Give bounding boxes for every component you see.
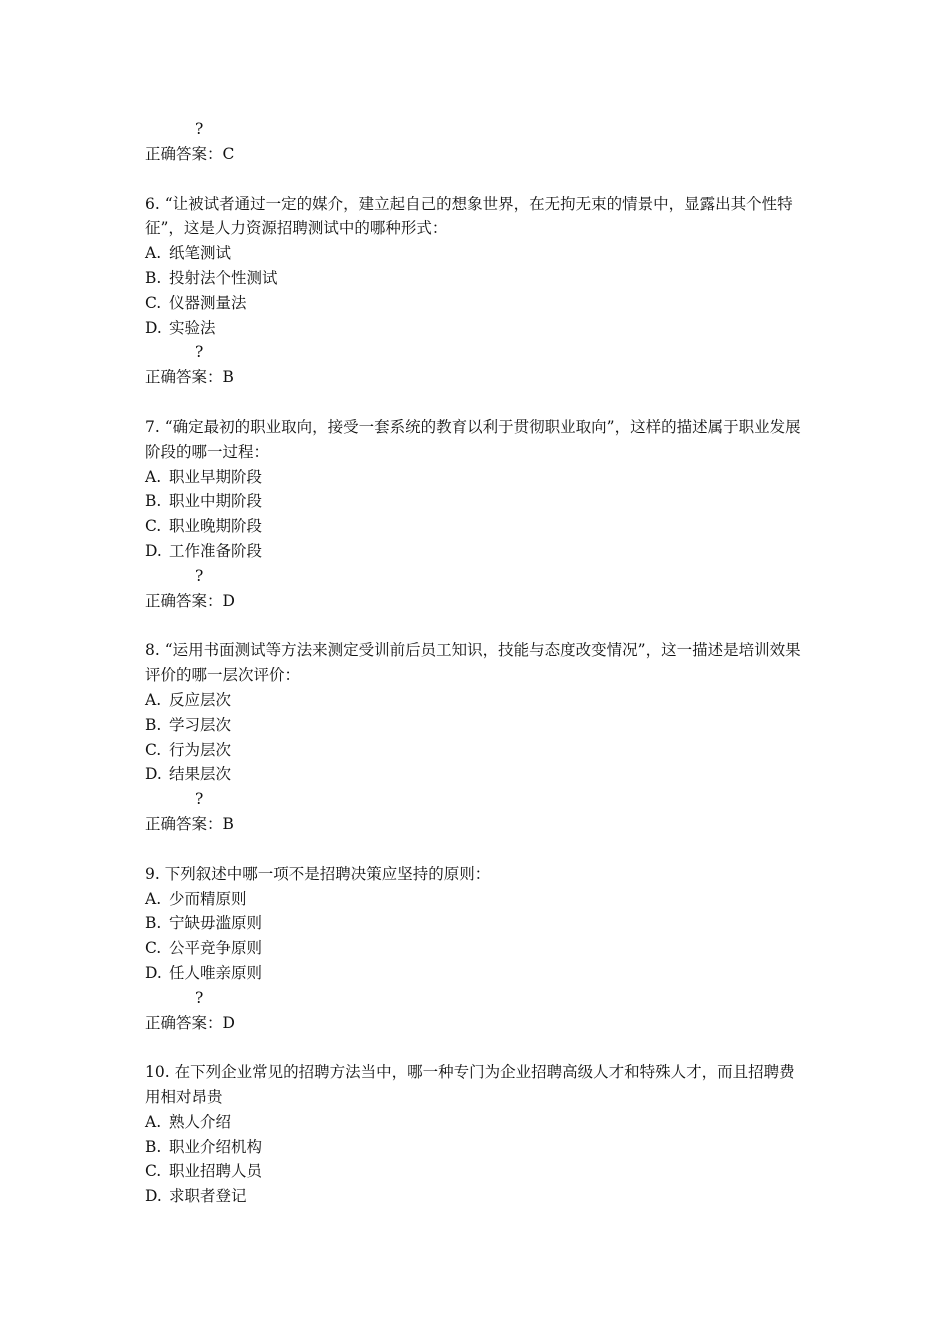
question-mark: ? <box>195 120 204 138</box>
spacer <box>145 1035 815 1060</box>
option-text: 熟人介绍 <box>169 1112 232 1131</box>
option-letter: C. <box>145 740 162 759</box>
option-text: 工作准备阶段 <box>169 541 263 560</box>
question-mark: ? <box>195 988 204 1007</box>
option-b <box>145 1135 815 1160</box>
option-text: 纸笔测试 <box>169 244 232 263</box>
option-letter: B. <box>145 914 162 933</box>
option-d <box>145 762 815 787</box>
correct-answer: 正确答案：D <box>145 591 235 610</box>
correct-answer: 正确答案：D <box>145 1013 235 1032</box>
option-a <box>145 465 815 490</box>
option-text: 职业介绍机构 <box>169 1137 263 1156</box>
option-b <box>145 713 815 738</box>
option-letter: B. <box>145 1137 162 1156</box>
document-page <box>145 117 815 1209</box>
option-text: 结果层次 <box>169 765 232 784</box>
option-letter: D. <box>145 1187 162 1206</box>
correct-answer: 正确答案：B <box>145 814 234 833</box>
option-c <box>145 1159 815 1184</box>
option-letter: B. <box>145 492 162 511</box>
option-letter: D. <box>145 541 162 560</box>
option-text: 职业中期阶段 <box>169 492 263 511</box>
option-text: 职业招聘人员 <box>169 1162 263 1181</box>
question-stem: 8. “运用书面测试等方法来测定受训前后员工知识，技能与态度改变情况”，这一描述是培训效果评价的哪一层次评价： <box>145 641 801 685</box>
option-letter: B. <box>145 715 162 734</box>
option-b <box>145 911 815 936</box>
question-mark: ? <box>195 790 204 809</box>
option-letter: A. <box>145 889 162 908</box>
option-d <box>145 1184 815 1209</box>
option-letter: D. <box>145 765 162 784</box>
option-a <box>145 887 815 912</box>
option-d <box>145 316 815 341</box>
option-letter: C. <box>145 293 162 312</box>
option-text: 公平竞争原则 <box>169 939 263 958</box>
option-text: 投射法个性测试 <box>169 268 278 287</box>
option-letter: A. <box>145 690 162 709</box>
option-d <box>145 539 815 564</box>
option-b <box>145 489 815 514</box>
option-text: 任人唯亲原则 <box>169 963 263 982</box>
option-letter: A. <box>145 467 162 486</box>
option-b <box>145 266 815 291</box>
option-a <box>145 1110 815 1135</box>
spacer <box>145 613 815 638</box>
option-d <box>145 961 815 986</box>
option-letter: A. <box>145 1112 162 1131</box>
option-text: 实验法 <box>169 318 216 337</box>
question-mark: ? <box>195 343 204 362</box>
option-text: 职业晚期阶段 <box>169 517 263 536</box>
option-letter: C. <box>145 939 162 958</box>
option-letter: D. <box>145 963 162 982</box>
option-text: 少而精原则 <box>169 889 247 908</box>
option-text: 学习层次 <box>169 715 232 734</box>
option-c <box>145 291 815 316</box>
correct-answer: 正确答案：C <box>145 144 235 163</box>
option-c <box>145 738 815 763</box>
spacer <box>145 390 815 415</box>
option-letter: D. <box>145 318 162 337</box>
option-a <box>145 241 815 266</box>
correct-answer: 正确答案：B <box>145 368 234 387</box>
question-stem: 9. 下列叙述中哪一项不是招聘决策应坚持的原则： <box>145 864 491 883</box>
option-text: 行为层次 <box>169 740 232 759</box>
option-letter: A. <box>145 244 162 263</box>
option-a <box>145 688 815 713</box>
option-letter: B. <box>145 268 162 287</box>
question-stem: 7. “确定最初的职业取向，接受一套系统的教育以利于贯彻职业取向”，这样的描述属于职业发展阶段的哪一过程： <box>145 417 801 461</box>
option-text: 仪器测量法 <box>169 293 247 312</box>
option-text: 宁缺毋滥原则 <box>169 914 263 933</box>
option-letter: C. <box>145 517 162 536</box>
option-c <box>145 514 815 539</box>
option-text: 求职者登记 <box>169 1187 247 1206</box>
option-letter: C. <box>145 1162 162 1181</box>
option-text: 职业早期阶段 <box>169 467 263 486</box>
spacer <box>145 837 815 862</box>
option-c <box>145 936 815 961</box>
question-stem: 6. “让被试者通过一定的媒介，建立起自己的想象世界，在无拘无束的情景中，显露出其个性特征”，这是人力资源招聘测试中的哪种形式： <box>145 194 793 238</box>
option-text: 反应层次 <box>169 690 232 709</box>
question-stem: 10. 在下列企业常见的招聘方法当中，哪一种专门为企业招聘高级人才和特殊人才，而且招聘费用相对昂贵 <box>145 1063 795 1107</box>
spacer <box>145 167 815 192</box>
question-mark: ? <box>195 566 204 585</box>
